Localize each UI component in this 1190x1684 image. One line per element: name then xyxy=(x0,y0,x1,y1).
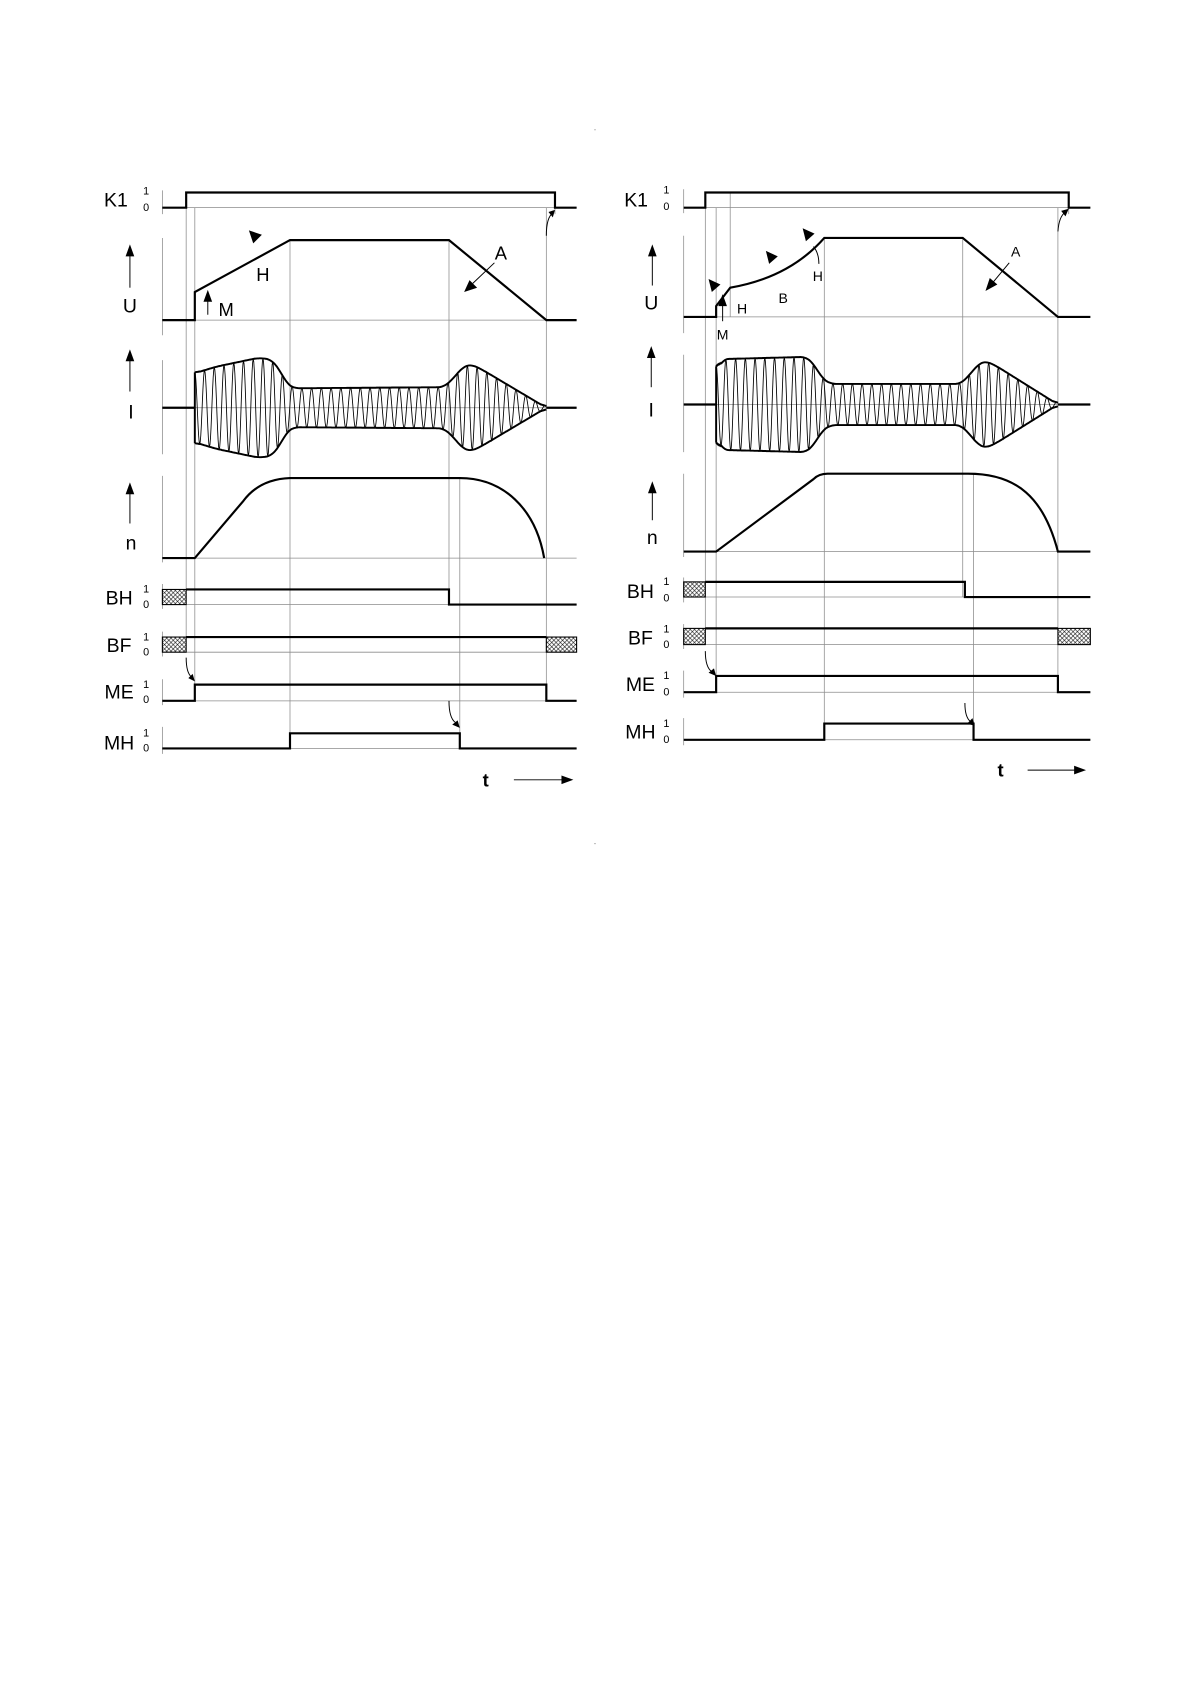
left-me-feedback-arrow xyxy=(186,658,191,677)
right-annotation-m: M xyxy=(716,326,729,343)
left-u-axis-arrowhead xyxy=(126,244,135,256)
right-level-low: 0 xyxy=(663,200,670,213)
left-bh-undefined-state xyxy=(162,589,186,604)
right-bf-undefined-state-start xyxy=(684,628,706,644)
left-row-label-n: n xyxy=(125,532,137,555)
right-row-label-k1: K1 xyxy=(624,189,648,212)
right-me-feedback-arrow xyxy=(705,651,711,672)
left-time-arrowhead xyxy=(561,775,573,784)
right-start-arrowhead xyxy=(709,279,721,292)
right-level-high: 1 xyxy=(663,717,670,730)
right-mh-signal xyxy=(684,724,1091,740)
right-timing-diagram xyxy=(624,185,1090,781)
right-bh-signal xyxy=(705,582,1090,597)
left-annotation-h: H xyxy=(256,264,270,286)
right-time-arrowhead xyxy=(1074,766,1086,775)
left-me-signal xyxy=(162,685,576,701)
right-k1-feedback-arrow xyxy=(1058,212,1066,231)
left-level-low: 0 xyxy=(143,646,150,659)
left-h-arrowhead xyxy=(249,230,262,243)
left-i-axis-arrowhead xyxy=(126,349,135,361)
left-level-low: 0 xyxy=(143,742,150,755)
left-row-label-i: I xyxy=(128,401,134,424)
right-row-label-mh: MH xyxy=(625,721,656,744)
right-bf-undefined-state-end xyxy=(1058,628,1090,644)
right-level-low: 0 xyxy=(663,638,670,651)
left-bh-signal xyxy=(186,589,576,604)
right-level-high: 1 xyxy=(663,184,670,197)
left-mh-signal xyxy=(162,733,576,748)
left-row-label-bh: BH xyxy=(105,587,133,610)
right-annotation-a: A xyxy=(1011,243,1021,260)
left-annotation-a: A xyxy=(494,242,508,264)
right-row-label-i: I xyxy=(648,399,654,422)
right-row-label-me: ME xyxy=(625,674,656,697)
left-level-low: 0 xyxy=(143,598,150,611)
right-level-low: 0 xyxy=(663,592,670,605)
left-row-label-mh: MH xyxy=(103,732,135,755)
left-annotation-m: M xyxy=(218,298,234,320)
left-level-high: 1 xyxy=(143,583,150,596)
right-level-low: 0 xyxy=(663,734,670,747)
left-n-axis-arrowhead xyxy=(126,482,135,494)
left-row-label-bf: BF xyxy=(106,635,132,658)
right-i-axis-arrowhead xyxy=(647,346,656,358)
left-current-envelope-upper xyxy=(195,358,547,406)
right-row-label-n: n xyxy=(646,527,658,550)
left-level-high: 1 xyxy=(143,678,150,691)
left-k1-signal xyxy=(162,193,576,208)
left-level-low: 0 xyxy=(143,201,150,214)
right-annotation-b: B xyxy=(778,289,788,306)
scan-mark-top xyxy=(594,129,595,130)
left-a-arrowhead xyxy=(464,280,477,292)
right-level-high: 1 xyxy=(663,576,670,589)
left-bf-undefined-state-start xyxy=(162,637,186,652)
left-time-label: t xyxy=(482,769,489,791)
right-level-low: 0 xyxy=(663,686,670,699)
right-annotation-h-start: H xyxy=(737,300,748,317)
left-n-signal xyxy=(162,478,544,558)
right-mh-feedback-arrow xyxy=(965,703,970,721)
left-k1-feedback-arrow xyxy=(546,213,552,236)
left-level-high: 1 xyxy=(143,727,150,740)
left-mh-feedback-arrow xyxy=(449,701,455,723)
left-row-label-me: ME xyxy=(104,681,134,704)
right-row-label-bf: BF xyxy=(627,627,653,650)
right-n-signal xyxy=(684,474,1091,552)
left-row-label-u: U xyxy=(122,295,137,318)
left-level-low: 0 xyxy=(143,694,150,707)
right-b-arrowhead xyxy=(766,251,778,264)
right-k1-signal xyxy=(684,193,1091,208)
left-m-arrowhead xyxy=(203,290,212,302)
right-me-signal xyxy=(684,676,1091,692)
scan-mark-bottom xyxy=(594,843,595,844)
left-a-arrow xyxy=(473,263,495,284)
left-bf-undefined-state-end xyxy=(546,637,576,652)
right-u-axis-arrowhead xyxy=(648,244,657,256)
left-timing-diagram xyxy=(104,186,577,791)
left-level-high: 1 xyxy=(143,631,150,644)
left-level-high: 1 xyxy=(143,185,150,198)
right-current-envelope-upper xyxy=(716,357,1058,403)
right-row-label-u: U xyxy=(644,292,659,315)
left-row-label-k1: K1 xyxy=(103,189,128,212)
left-mh-feedback-arrowhead xyxy=(452,720,460,728)
right-level-high: 1 xyxy=(663,623,670,636)
right-time-label: t xyxy=(997,759,1004,781)
right-row-label-bh: BH xyxy=(626,581,654,604)
right-reference-grid xyxy=(684,189,1091,745)
right-n-axis-arrowhead xyxy=(648,481,657,493)
right-axis-arrows xyxy=(647,244,657,520)
right-h-arrowhead xyxy=(803,228,815,241)
right-level-high: 1 xyxy=(663,670,670,683)
right-annotation-h-end: H xyxy=(812,268,823,285)
right-bh-undefined-state xyxy=(684,582,706,597)
left-axis-arrows xyxy=(126,244,135,523)
